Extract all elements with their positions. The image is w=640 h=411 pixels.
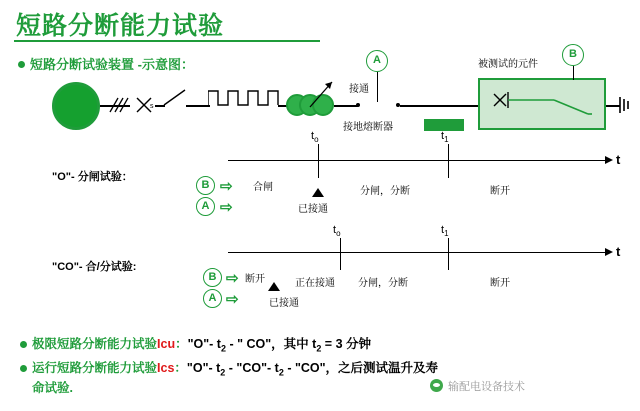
- impedance-symbol: [208, 85, 280, 109]
- diagram-heading: 短路分断试验装置 -示意图：: [30, 57, 194, 72]
- co-state-3: 断开: [490, 278, 510, 289]
- co-t0-tick: [340, 238, 341, 270]
- co-axis-arrow: [605, 248, 613, 256]
- co-row-a-marker: A: [203, 289, 222, 308]
- conclusion-1: 极限短路分断能力试验Icu："O"- $t_2$ - " CO"，其中 $t_2 = 3$ 分钟: [32, 337, 371, 354]
- page-title: 短路分断能力试验: [16, 12, 225, 40]
- o-timeline-axis: [228, 160, 606, 161]
- o-row-a-marker: A: [196, 197, 215, 216]
- o-t0-label: $t_o$: [311, 130, 319, 145]
- o-state-1: 合闸: [253, 182, 273, 193]
- connect-label: 接通: [349, 84, 369, 95]
- node-b-leader: [573, 66, 574, 80]
- conclusion-2: 运行短路分断能力试验Ics："O"- $t_2$ - "CO"- $t_2$ - "CO"，之后测试温升及寿: [32, 361, 439, 378]
- breaker-inside-box-icon: [492, 88, 596, 122]
- o-row-b-marker: B: [196, 176, 215, 195]
- o-t1-label: $t_1$: [441, 130, 449, 145]
- o-marker-triangle: [312, 188, 324, 197]
- co-t1-label: $t_1$: [441, 224, 449, 239]
- o-t0-tick: [318, 144, 319, 178]
- co-axis-label: t: [616, 244, 621, 259]
- bullet-icon-3: [20, 365, 27, 372]
- co-t1-tick: [448, 238, 449, 270]
- grounding-fuse-label: 接地熔断器: [343, 122, 393, 133]
- node-b-marker: B: [562, 44, 584, 66]
- co-test-label: "CO"- 合/分试验:: [52, 261, 137, 273]
- o-test-label: "O"- 分闸试验：: [52, 171, 133, 183]
- wechat-icon: [430, 379, 443, 392]
- x-breaker-sub-label: s: [150, 103, 154, 110]
- node-a-marker: A: [366, 50, 388, 72]
- contact-point-left: [356, 103, 360, 107]
- o-row-a-arrow-icon: ⇨: [220, 199, 233, 216]
- conductor-slashes-icon: [108, 94, 134, 116]
- title-underline: [14, 40, 320, 42]
- co-row-a-arrow-icon: ⇨: [226, 291, 239, 308]
- o-axis-label: t: [616, 152, 621, 167]
- o-marker-note: 已接通: [298, 204, 328, 215]
- generator-symbol: [52, 82, 100, 130]
- circuit-line-5: [334, 105, 358, 107]
- o-t1-tick: [448, 144, 449, 178]
- conclusion-2-line2: 命试验.: [32, 381, 73, 395]
- node-a-leader: [377, 72, 378, 102]
- co-state-0: 断开: [245, 274, 265, 285]
- co-row-b-marker: B: [203, 268, 222, 287]
- co-state-1: 正在接通: [295, 278, 335, 289]
- o-state-2: 分闸，分断: [360, 186, 410, 197]
- co-t0-label: $t_o$: [333, 224, 341, 239]
- o-row-b-arrow-icon: ⇨: [220, 178, 233, 195]
- bullet-icon: [18, 61, 25, 68]
- co-marker-note: 已接通: [269, 298, 299, 309]
- watermark-text: 输配电设备技术: [448, 381, 525, 393]
- co-row-b-arrow-icon: ⇨: [226, 270, 239, 287]
- co-timeline-axis: [228, 252, 606, 253]
- ground-symbol-icon: [618, 94, 636, 116]
- circuit-line-6: [400, 105, 478, 107]
- o-axis-arrow: [605, 156, 613, 164]
- circuit-line-3: [186, 105, 210, 107]
- device-under-test-label: 被测试的元件: [478, 59, 538, 70]
- bullet-icon-2: [20, 341, 27, 348]
- co-marker-triangle: [268, 282, 280, 291]
- o-state-3: 断开: [490, 186, 510, 197]
- co-state-2: 分闸，分断: [358, 278, 408, 289]
